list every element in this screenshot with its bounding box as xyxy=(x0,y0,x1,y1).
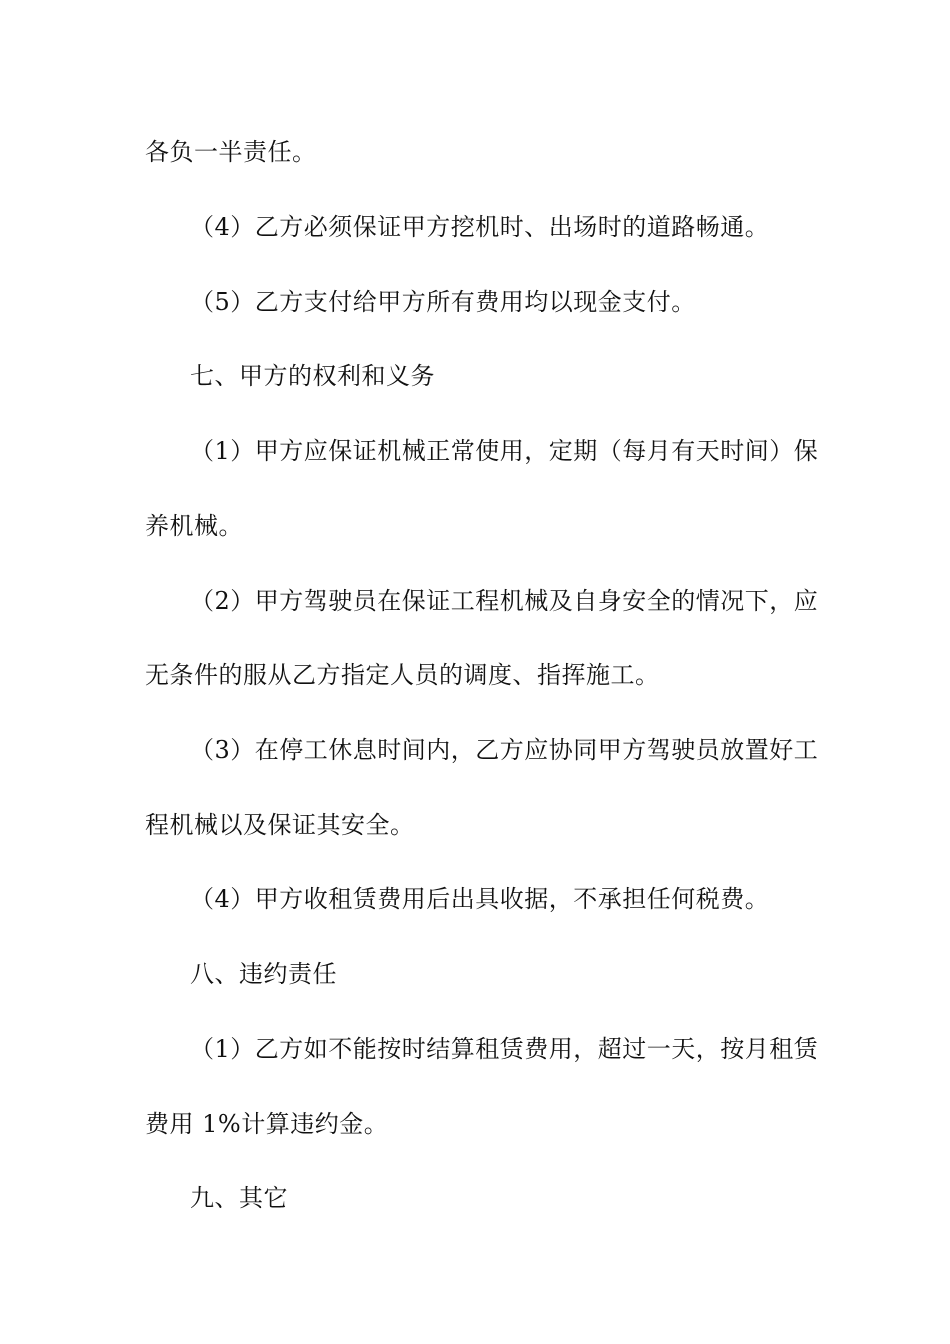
paragraph-line: （1）甲方应保证机械正常使用，定期（每月有天时间）保 xyxy=(190,437,819,465)
section-heading: 八、违约责任 xyxy=(190,960,337,988)
paragraph-line: 程机械以及保证其安全。 xyxy=(145,811,415,839)
paragraph-line: （1）乙方如不能按时结算租赁费用，超过一天，按月租赁 xyxy=(190,1035,819,1063)
section-heading: 九、其它 xyxy=(190,1184,288,1212)
section-heading: 七、甲方的权利和义务 xyxy=(190,362,435,390)
paragraph-line: 费用 1%计算违约金。 xyxy=(145,1110,389,1138)
paragraph-line: 无条件的服从乙方指定人员的调度、指挥施工。 xyxy=(145,661,660,689)
paragraph-line: 养机械。 xyxy=(145,512,243,540)
paragraph-line: （3）在停工休息时间内，乙方应协同甲方驾驶员放置好工 xyxy=(190,736,819,764)
paragraph-line: （2）甲方驾驶员在保证工程机械及自身安全的情况下，应 xyxy=(190,587,819,615)
paragraph-line: （5）乙方支付给甲方所有费用均以现金支付。 xyxy=(190,288,696,316)
paragraph-line: （4）乙方必须保证甲方挖机时、出场时的道路畅通。 xyxy=(190,213,770,241)
paragraph-line: 各负一半责任。 xyxy=(145,138,317,166)
paragraph-line: （4）甲方收租赁费用后出具收据，不承担任何税费。 xyxy=(190,885,770,913)
